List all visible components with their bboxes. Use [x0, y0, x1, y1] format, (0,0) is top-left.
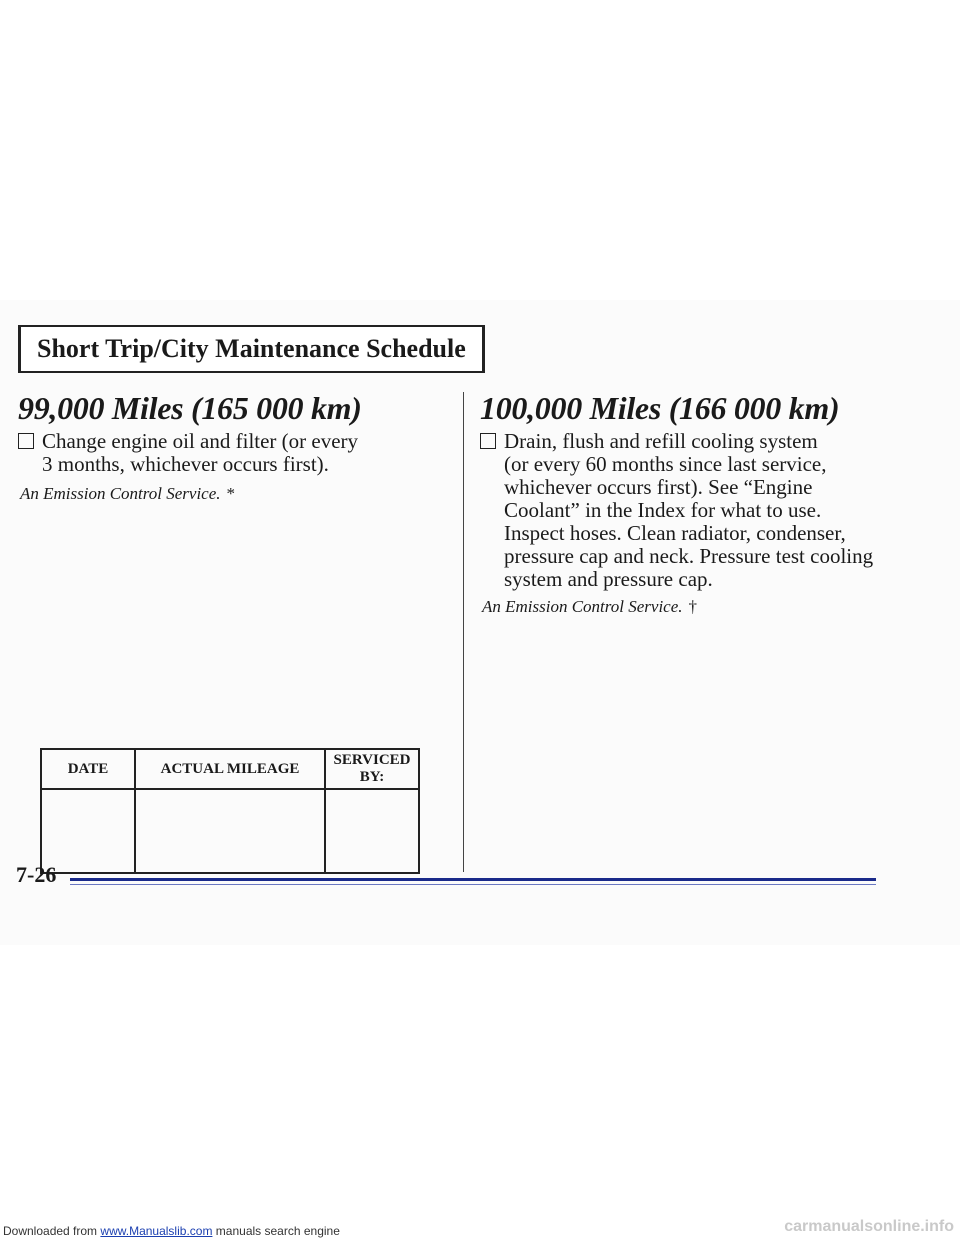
service-log-table: [40, 748, 420, 874]
column-header-serviced-by: SERVICED BY:: [325, 749, 419, 789]
section-header-title: Short Trip/City Maintenance Schedule: [37, 334, 466, 363]
footer-rule: [70, 878, 876, 881]
column-header-date: DATE: [41, 749, 135, 789]
left-note: An Emission Control Service. *: [20, 484, 236, 503]
right-checklist-item: Drain, flush and refill cooling system (or every 60 months since last service, whichever occurs first). See “Engine Coolant” in the Index for what to use. Inspect hoses. Clean radiator, condenser, pressure cap and neck. Pressure test cooling system and pressure cap.: [480, 430, 873, 591]
right-note: An Emission Control Service. †: [482, 597, 698, 616]
manualslib-link[interactable]: www.Manualslib.com: [100, 1224, 213, 1238]
source-bar: Downloaded from www.Manualslib.com manuals search engine: [3, 1224, 340, 1238]
left-checklist-item: Change engine oil and filter (or every 3 months, whichever occurs first).: [18, 430, 358, 476]
right-heading: 100,000 Miles (166 000 km): [480, 390, 840, 426]
checkbox-icon[interactable]: [480, 433, 496, 449]
date-cell[interactable]: [41, 789, 135, 873]
column-divider: [463, 392, 464, 872]
footer-rule-thin: [70, 884, 876, 885]
section-header: [18, 325, 485, 373]
page-number: 7-26: [16, 862, 57, 887]
column-header-mileage: ACTUAL MILEAGE: [135, 749, 325, 789]
serviced-by-cell[interactable]: [325, 789, 419, 873]
mileage-cell[interactable]: [135, 789, 325, 873]
checkbox-icon[interactable]: [18, 433, 34, 449]
watermark: carmanualsonline.info: [784, 1218, 954, 1235]
left-heading: 99,000 Miles (165 000 km): [18, 390, 362, 426]
